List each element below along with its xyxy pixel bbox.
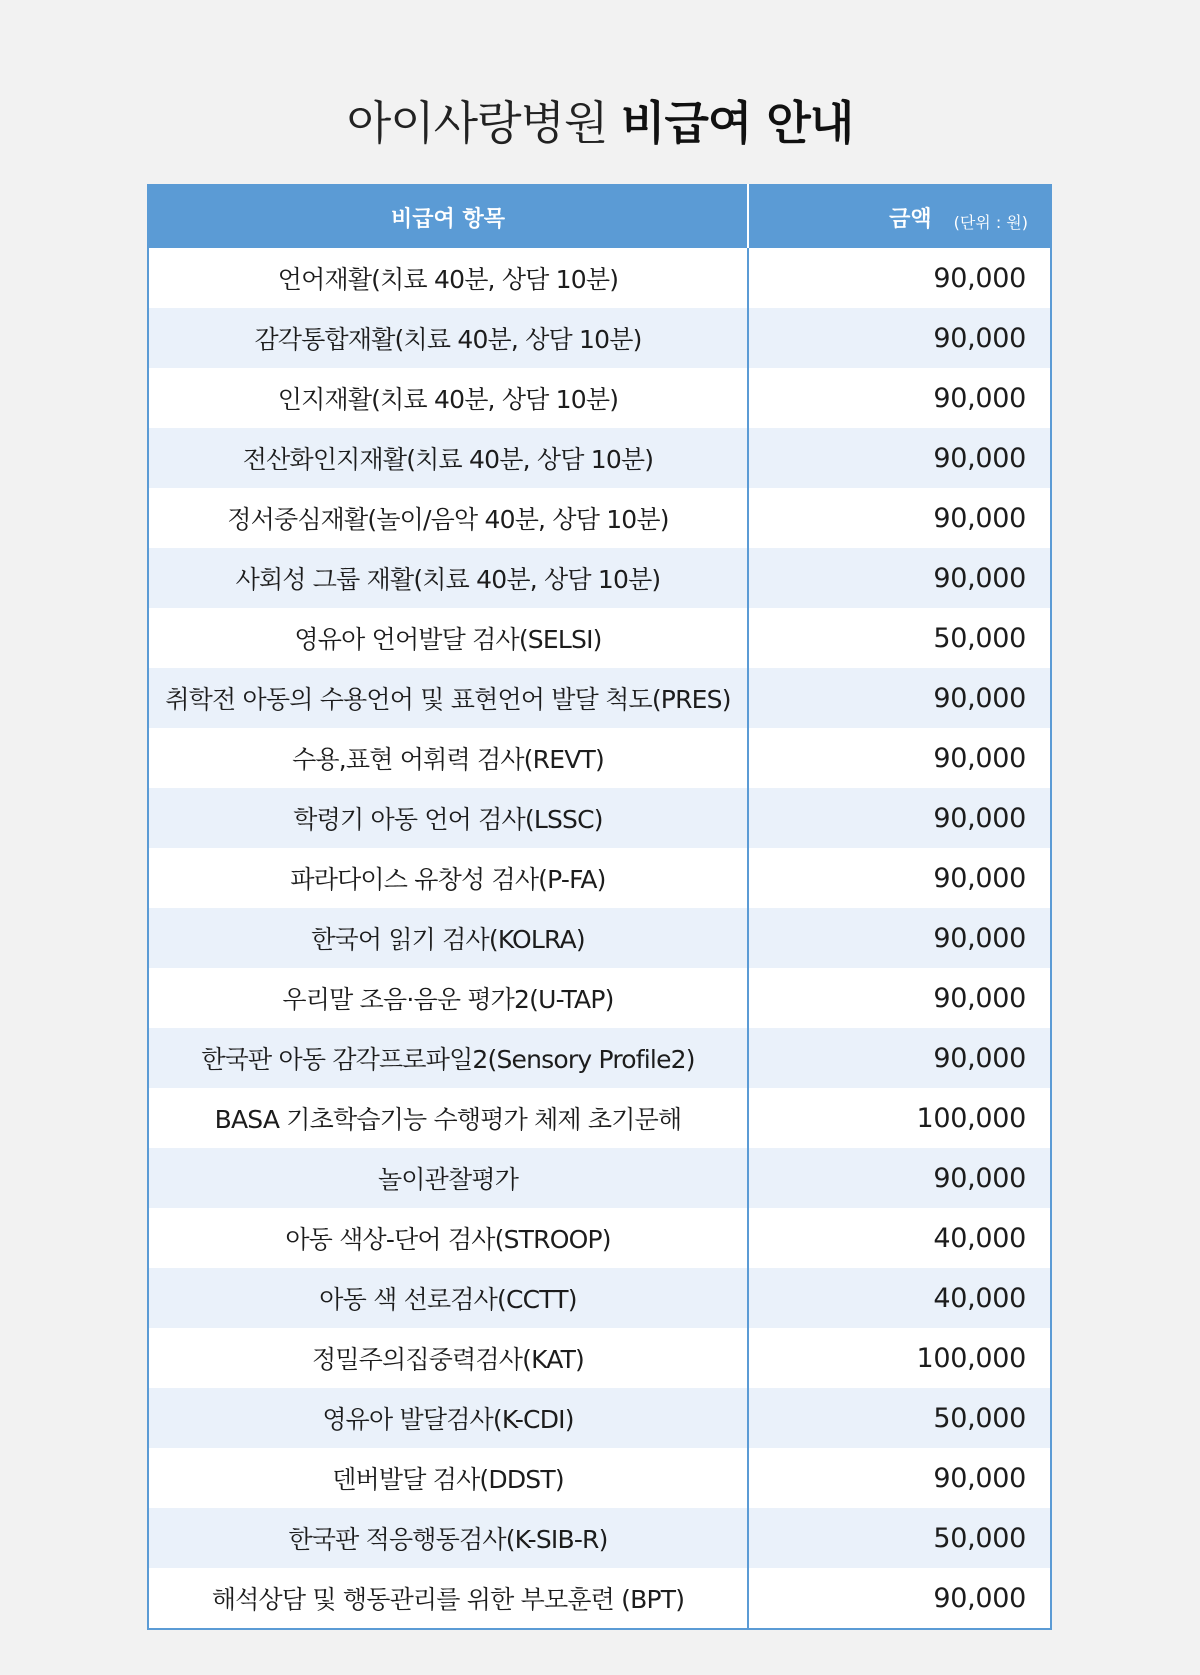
table-row bbox=[148, 488, 1051, 548]
fee-item-name: 우리말 조음·음운 평가2(U-TAP) bbox=[148, 968, 748, 1028]
unit-label: (단위 : 원) bbox=[953, 212, 1028, 232]
fee-amount: 90,000 bbox=[748, 1568, 1051, 1629]
table-row bbox=[148, 248, 1051, 308]
fee-amount: 90,000 bbox=[748, 1448, 1051, 1508]
fee-item-name: 한국판 적응행동검사(K-SIB-R) bbox=[148, 1508, 748, 1568]
table-row bbox=[148, 1448, 1051, 1508]
fee-amount: 40,000 bbox=[748, 1208, 1051, 1268]
fee-item-name: 정서중심재활(놀이/음악 40분, 상담 10분) bbox=[148, 488, 748, 548]
fee-amount: 90,000 bbox=[748, 908, 1051, 968]
fee-item-name: 감각통합재활(치료 40분, 상담 10분) bbox=[148, 308, 748, 368]
fee-item-name: 언어재활(치료 40분, 상담 10분) bbox=[148, 248, 748, 308]
fee-item-name: 사회성 그룹 재활(치료 40분, 상담 10분) bbox=[148, 548, 748, 608]
table-row bbox=[148, 1148, 1051, 1208]
table-row bbox=[148, 788, 1051, 848]
fee-item-name: 수용,표현 어휘력 검사(REVT) bbox=[148, 728, 748, 788]
table-header-row bbox=[148, 185, 1051, 248]
fee-item-name: 인지재활(치료 40분, 상담 10분) bbox=[148, 368, 748, 428]
fee-amount: 90,000 bbox=[748, 668, 1051, 728]
table-row bbox=[148, 908, 1051, 968]
fee-amount: 100,000 bbox=[748, 1088, 1051, 1148]
table-row bbox=[148, 608, 1051, 668]
fee-amount: 90,000 bbox=[748, 728, 1051, 788]
table-row bbox=[148, 1268, 1051, 1328]
fee-item-name: 아동 색 선로검사(CCTT) bbox=[148, 1268, 748, 1328]
fee-item-name: BASA 기초학습기능 수행평가 체제 초기문해 bbox=[148, 1088, 748, 1148]
fee-amount: 90,000 bbox=[748, 488, 1051, 548]
fee-amount: 50,000 bbox=[748, 608, 1051, 668]
fee-item-name: 영유아 발달검사(K-CDI) bbox=[148, 1388, 748, 1448]
hospital-name: 아이사랑병원 bbox=[346, 96, 608, 150]
fee-amount: 90,000 bbox=[748, 308, 1051, 368]
table-row bbox=[148, 728, 1051, 788]
page-title bbox=[0, 88, 1200, 158]
fee-amount: 40,000 bbox=[748, 1268, 1051, 1328]
fee-amount: 90,000 bbox=[748, 1148, 1051, 1208]
table-row bbox=[148, 1208, 1051, 1268]
table-row bbox=[148, 1388, 1051, 1448]
table-row bbox=[148, 548, 1051, 608]
table-row bbox=[148, 1568, 1051, 1629]
fee-item-name: 한국어 읽기 검사(KOLRA) bbox=[148, 908, 748, 968]
fee-amount: 50,000 bbox=[748, 1508, 1051, 1568]
fee-item-name: 정밀주의집중력검사(KAT) bbox=[148, 1328, 748, 1388]
fee-amount: 100,000 bbox=[748, 1328, 1051, 1388]
table-row bbox=[148, 1028, 1051, 1088]
fee-item-name: 아동 색상-단어 검사(STROOP) bbox=[148, 1208, 748, 1268]
table-row bbox=[148, 308, 1051, 368]
column-header-amount bbox=[748, 185, 1051, 248]
fee-item-name: 놀이관찰평가 bbox=[148, 1148, 748, 1208]
table-row bbox=[148, 668, 1051, 728]
table-row bbox=[148, 428, 1051, 488]
fee-amount: 50,000 bbox=[748, 1388, 1051, 1448]
fee-amount: 90,000 bbox=[748, 248, 1051, 308]
title-emphasis: 비급여 안내 bbox=[621, 96, 854, 150]
fee-item-name: 한국판 아동 감각프로파일2(Sensory Profile2) bbox=[148, 1028, 748, 1088]
fee-amount: 90,000 bbox=[748, 968, 1051, 1028]
fee-amount: 90,000 bbox=[748, 1028, 1051, 1088]
fee-item-name: 전산화인지재활(치료 40분, 상담 10분) bbox=[148, 428, 748, 488]
fee-amount: 90,000 bbox=[748, 788, 1051, 848]
fee-amount: 90,000 bbox=[748, 548, 1051, 608]
column-header-item: 비급여 항목 bbox=[148, 185, 748, 248]
table-row bbox=[148, 848, 1051, 908]
fee-item-name: 영유아 언어발달 검사(SELSI) bbox=[148, 608, 748, 668]
fee-item-name: 학령기 아동 언어 검사(LSSC) bbox=[148, 788, 748, 848]
table-row bbox=[148, 1508, 1051, 1568]
fee-amount: 90,000 bbox=[748, 848, 1051, 908]
fee-item-name: 해석상담 및 행동관리를 위한 부모훈련 (BPT) bbox=[148, 1568, 748, 1629]
fee-item-name: 파라다이스 유창성 검사(P-FA) bbox=[148, 848, 748, 908]
table-row bbox=[148, 1088, 1051, 1148]
table-row bbox=[148, 1328, 1051, 1388]
fee-item-name: 덴버발달 검사(DDST) bbox=[148, 1448, 748, 1508]
fee-amount: 90,000 bbox=[748, 368, 1051, 428]
fee-item-name: 취학전 아동의 수용언어 및 표현언어 발달 척도(PRES) bbox=[148, 668, 748, 728]
non-covered-fee-table bbox=[147, 184, 1052, 1630]
table-row bbox=[148, 968, 1051, 1028]
table-header bbox=[148, 185, 1051, 248]
column-header-amount-label: 금액 bbox=[889, 206, 932, 232]
table-row bbox=[148, 368, 1051, 428]
fee-amount: 90,000 bbox=[748, 428, 1051, 488]
table-body bbox=[148, 248, 1051, 1629]
